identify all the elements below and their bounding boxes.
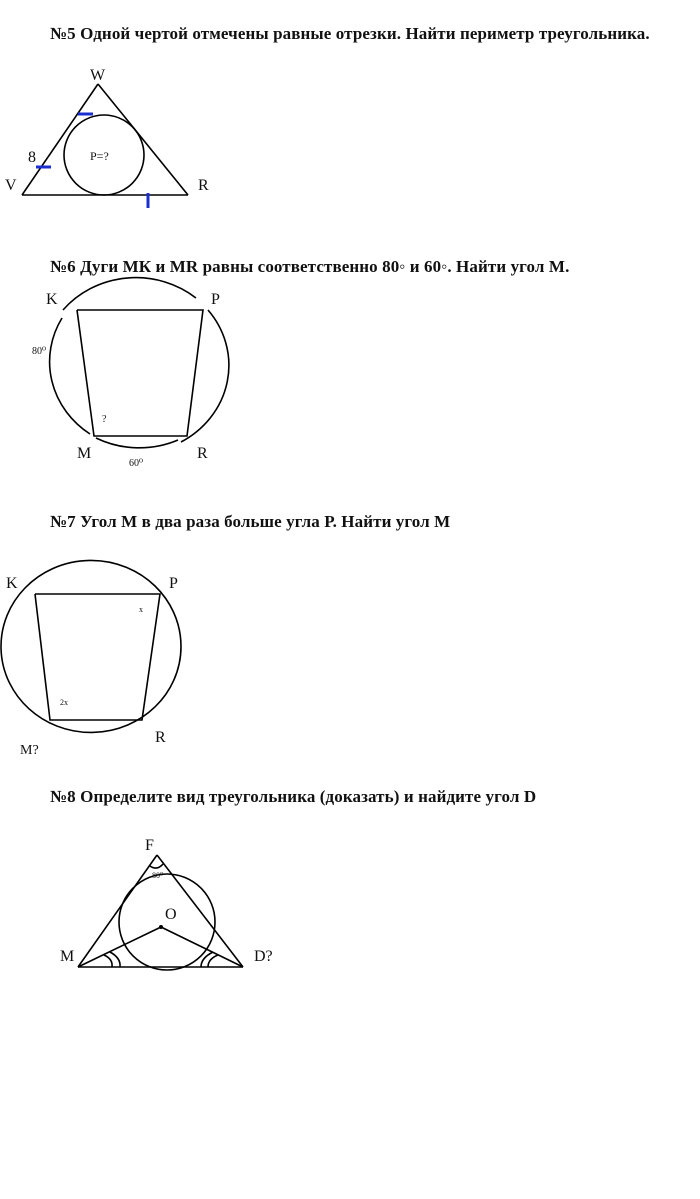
problem-5-heading: №5 Одной чертой отмечены равные отрезки. Найти периметр треугольника. [50,24,650,43]
circumscribed-circle-arc-top [63,278,196,310]
angle-m-label: 2x [60,698,68,707]
vertex-label-k: K [46,291,58,308]
vertex-label-m: M [77,445,92,462]
vertex-label-m: M [60,948,75,965]
center-label-o: O [165,906,177,923]
triangle-side-wr [98,84,188,195]
vertex-label-r: R [197,445,208,462]
angle-arc-f [150,864,163,868]
circumscribed-circle [1,560,181,732]
perimeter-label: P=? [90,149,109,163]
problem-8-heading: №8 Определите вид треугольника (доказать) и найдите угол D [50,787,537,806]
vertex-label-k: K [6,575,18,592]
angle-p-label: x [139,605,143,614]
vertex-label-p: P [211,291,220,308]
vertex-label-w: W [90,67,106,84]
unknown-angle-label: ? [102,414,107,425]
problem-8-figure [0,830,700,980]
vertex-label-d: D? [254,948,273,965]
triangle-side-vw [22,84,98,195]
arc-mk [50,318,90,434]
problem-5-figure [0,0,700,230]
vertex-label-r: R [198,177,209,194]
vertex-label-p: P [169,575,178,592]
angle-f-label: 80⁰ [152,871,164,880]
arc-mr [96,438,178,448]
problem-6-heading: №6 Дуги МК и MR равны соответственно 80◦ и 60◦. Найти угол М. [50,257,570,276]
problem-7-figure [0,550,700,760]
triangle-side-mf [78,855,157,967]
side-length-label: 8 [28,149,36,166]
angle-arc-d [208,955,218,967]
angle-arc-m [104,955,112,967]
problem-7-heading: №7 Угол М в два раза больше угла Р. Найти угол М [50,512,451,531]
center-point-o [159,925,163,929]
arc-mr-label: 60⁰ [129,458,144,469]
vertex-label-v: V [5,177,17,194]
quadrilateral-kprm [77,310,203,436]
vertex-label-r: R [155,729,166,746]
vertex-label-m: M? [20,743,39,758]
vertex-label-f: F [145,837,154,854]
problem-6-figure [0,270,700,470]
arc-mk-label: 80⁰ [32,346,47,357]
